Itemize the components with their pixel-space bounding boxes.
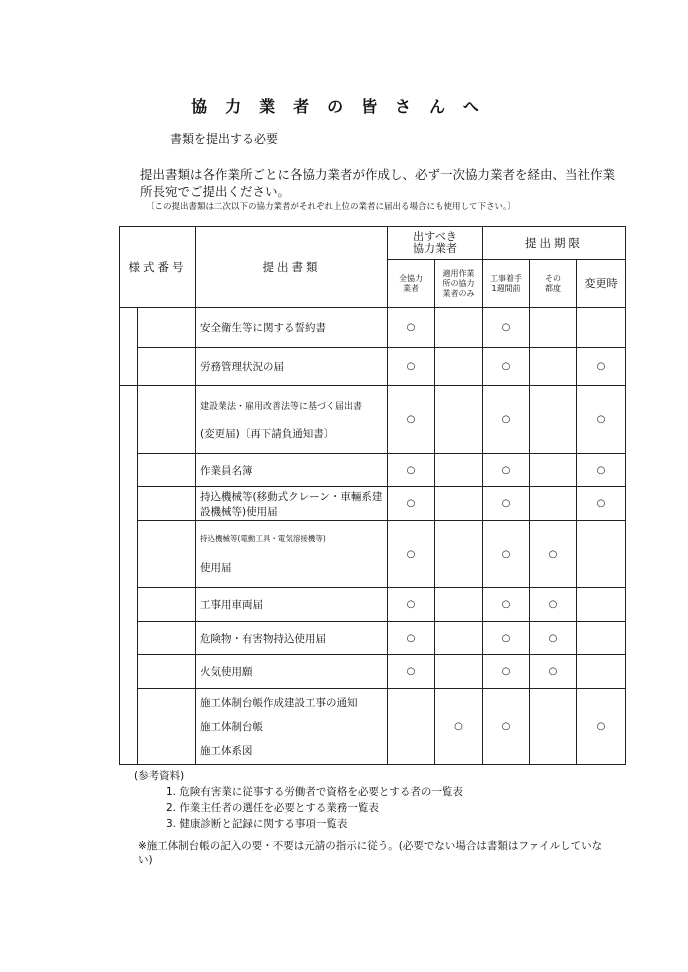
header-start-line-2: 1週間前 (491, 283, 521, 293)
document-name-line-2: 施工体制台帳 (200, 720, 263, 733)
header-submitting-line-1: 出すべき (413, 230, 457, 243)
references (134, 768, 463, 832)
references-heading: (参考資料) (134, 770, 185, 782)
mark-applicable (435, 588, 483, 622)
footer-note-line-1: ※施工体制台帳の記入の要・不要は元請の指示に従う。(必要でない場合は書類はファイルしていな (138, 840, 603, 852)
mark-change (577, 521, 626, 588)
document-name (196, 386, 388, 454)
mark-applicable (435, 487, 483, 521)
header-all-line-2: 業者 (403, 283, 419, 293)
mark-all: ○ (388, 521, 435, 588)
intro-text-line-2: 所長宛でご提出ください。 (140, 184, 291, 199)
mark-start: ○ (483, 588, 530, 622)
mark-each (530, 348, 577, 386)
document-name-line-1: 施工体制台帳作成建設工事の通知 (200, 696, 358, 709)
header-start-week (483, 260, 530, 308)
form-number-cell (138, 689, 196, 765)
page-title: 協力業者の皆さんへ (191, 97, 497, 116)
table-row (120, 655, 626, 689)
mark-all: ○ (388, 655, 435, 689)
reference-item: 1. 危険有害業に従事する労働者で資格を必要とする者の一覧表 (166, 786, 463, 798)
document-name: 労務管理状況の届 (196, 348, 388, 386)
mark-change: ○ (577, 386, 626, 454)
table-header-row (120, 227, 626, 260)
mark-change: ○ (577, 487, 626, 521)
header-period: 提出期限 (483, 227, 626, 260)
mark-start: ○ (483, 655, 530, 689)
mark-start: ○ (483, 521, 530, 588)
usage-note: 〔この提出書類は二次以下の協力業者がそれぞれ上位の業者に届出る場合にも使用して下さい。〕 (146, 202, 516, 212)
mark-applicable (435, 655, 483, 689)
form-number-cell (138, 386, 196, 454)
form-number-cell (138, 655, 196, 689)
form-number-cell (138, 348, 196, 386)
document-name (196, 521, 388, 588)
document-name-line-2: 設機械等)使用届 (200, 505, 278, 518)
mark-each (530, 454, 577, 487)
mark-each: ○ (530, 521, 577, 588)
documents-table (119, 226, 626, 765)
intro-text-line-1: 提出書類は各作業所ごとに各協力業者が作成し、必ず一次協力業者を経由、当社作業 (140, 167, 616, 182)
mark-applicable (435, 308, 483, 348)
document-name-line-2: 使用届 (200, 562, 232, 574)
mark-each: ○ (530, 622, 577, 655)
header-documents: 提出書類 (196, 227, 388, 308)
mark-all: ○ (388, 588, 435, 622)
document-name-line-1: 建設業法・雇用改善法等に基づく届出書 (200, 401, 363, 412)
mark-applicable (435, 622, 483, 655)
header-all-partners (388, 260, 435, 308)
group-cell (120, 386, 138, 765)
mark-applicable: ○ (435, 689, 483, 765)
header-applicable-line-3: 業者のみ (442, 288, 475, 298)
footer-note-line-2: い) (138, 854, 153, 866)
mark-each (530, 308, 577, 348)
table-row (120, 487, 626, 521)
header-each-time (530, 260, 577, 308)
header-on-change: 変更時 (577, 260, 626, 308)
mark-change: ○ (577, 348, 626, 386)
table-row (120, 588, 626, 622)
mark-change (577, 588, 626, 622)
mark-applicable (435, 521, 483, 588)
table-row (120, 308, 626, 348)
header-form-number: 様式番号 (120, 227, 196, 308)
document-name-line-1: 持込機械等(移動式クレーン・車輛系建 (200, 490, 383, 503)
header-applicable-only (435, 260, 483, 308)
mark-applicable (435, 348, 483, 386)
header-all-line-1: 全協力 (399, 273, 423, 283)
document-name-line-1: 持込機械等(電動工具・電気溶接機等) (200, 534, 326, 543)
mark-all: ○ (388, 386, 435, 454)
document-name (196, 487, 388, 521)
mark-all: ○ (388, 454, 435, 487)
reference-item: 2. 作業主任者の選任を必要とする業務一覧表 (166, 802, 379, 814)
header-submitting-line-2: 協力業者 (413, 242, 457, 255)
group-cell (120, 308, 138, 386)
table-row (120, 622, 626, 655)
mark-start: ○ (483, 386, 530, 454)
subtitle: 書類を提出する必要 (170, 132, 279, 146)
document-name: 火気使用願 (196, 655, 388, 689)
form-number-cell (138, 622, 196, 655)
table-row (120, 386, 626, 454)
table-row (120, 454, 626, 487)
header-applicable-line-2: 所の協力 (442, 278, 475, 288)
document-name: 作業員名簿 (196, 454, 388, 487)
header-each-line-1: その (545, 273, 561, 283)
document-name-line-2: (変更届)〔再下請負通知書〕 (200, 427, 335, 440)
mark-all: ○ (388, 487, 435, 521)
mark-applicable (435, 454, 483, 487)
mark-start: ○ (483, 308, 530, 348)
form-number-cell (138, 588, 196, 622)
mark-start: ○ (483, 689, 530, 765)
mark-change: ○ (577, 454, 626, 487)
mark-start: ○ (483, 622, 530, 655)
form-number-cell (138, 308, 196, 348)
document-name: 工事用車両届 (196, 588, 388, 622)
mark-each: ○ (530, 588, 577, 622)
mark-each (530, 487, 577, 521)
form-number-cell (138, 487, 196, 521)
document-name-line-3: 施工体系図 (200, 744, 253, 757)
form-number-cell (138, 454, 196, 487)
document-name (196, 689, 388, 765)
mark-all (388, 689, 435, 765)
header-applicable-line-1: 適用作業 (442, 268, 475, 278)
mark-start: ○ (483, 454, 530, 487)
reference-item: 3. 健康診断と記録に関する事項一覧表 (166, 818, 348, 830)
mark-change (577, 308, 626, 348)
mark-change (577, 622, 626, 655)
mark-each (530, 386, 577, 454)
mark-start: ○ (483, 487, 530, 521)
mark-all: ○ (388, 308, 435, 348)
mark-all: ○ (388, 622, 435, 655)
header-each-line-2: 都度 (545, 283, 561, 293)
mark-change: ○ (577, 689, 626, 765)
header-start-line-1: 工事着手 (490, 273, 522, 283)
document-name: 安全衛生等に関する誓約書 (196, 308, 388, 348)
mark-applicable (435, 386, 483, 454)
header-submitting-partners (388, 227, 483, 260)
mark-each: ○ (530, 655, 577, 689)
table-row (120, 521, 626, 588)
mark-each (530, 689, 577, 765)
document-name: 危険物・有害物持込使用届 (196, 622, 388, 655)
mark-start: ○ (483, 348, 530, 386)
form-number-cell (138, 521, 196, 588)
table-row (120, 689, 626, 765)
table-row (120, 348, 626, 386)
mark-all: ○ (388, 348, 435, 386)
mark-change (577, 655, 626, 689)
